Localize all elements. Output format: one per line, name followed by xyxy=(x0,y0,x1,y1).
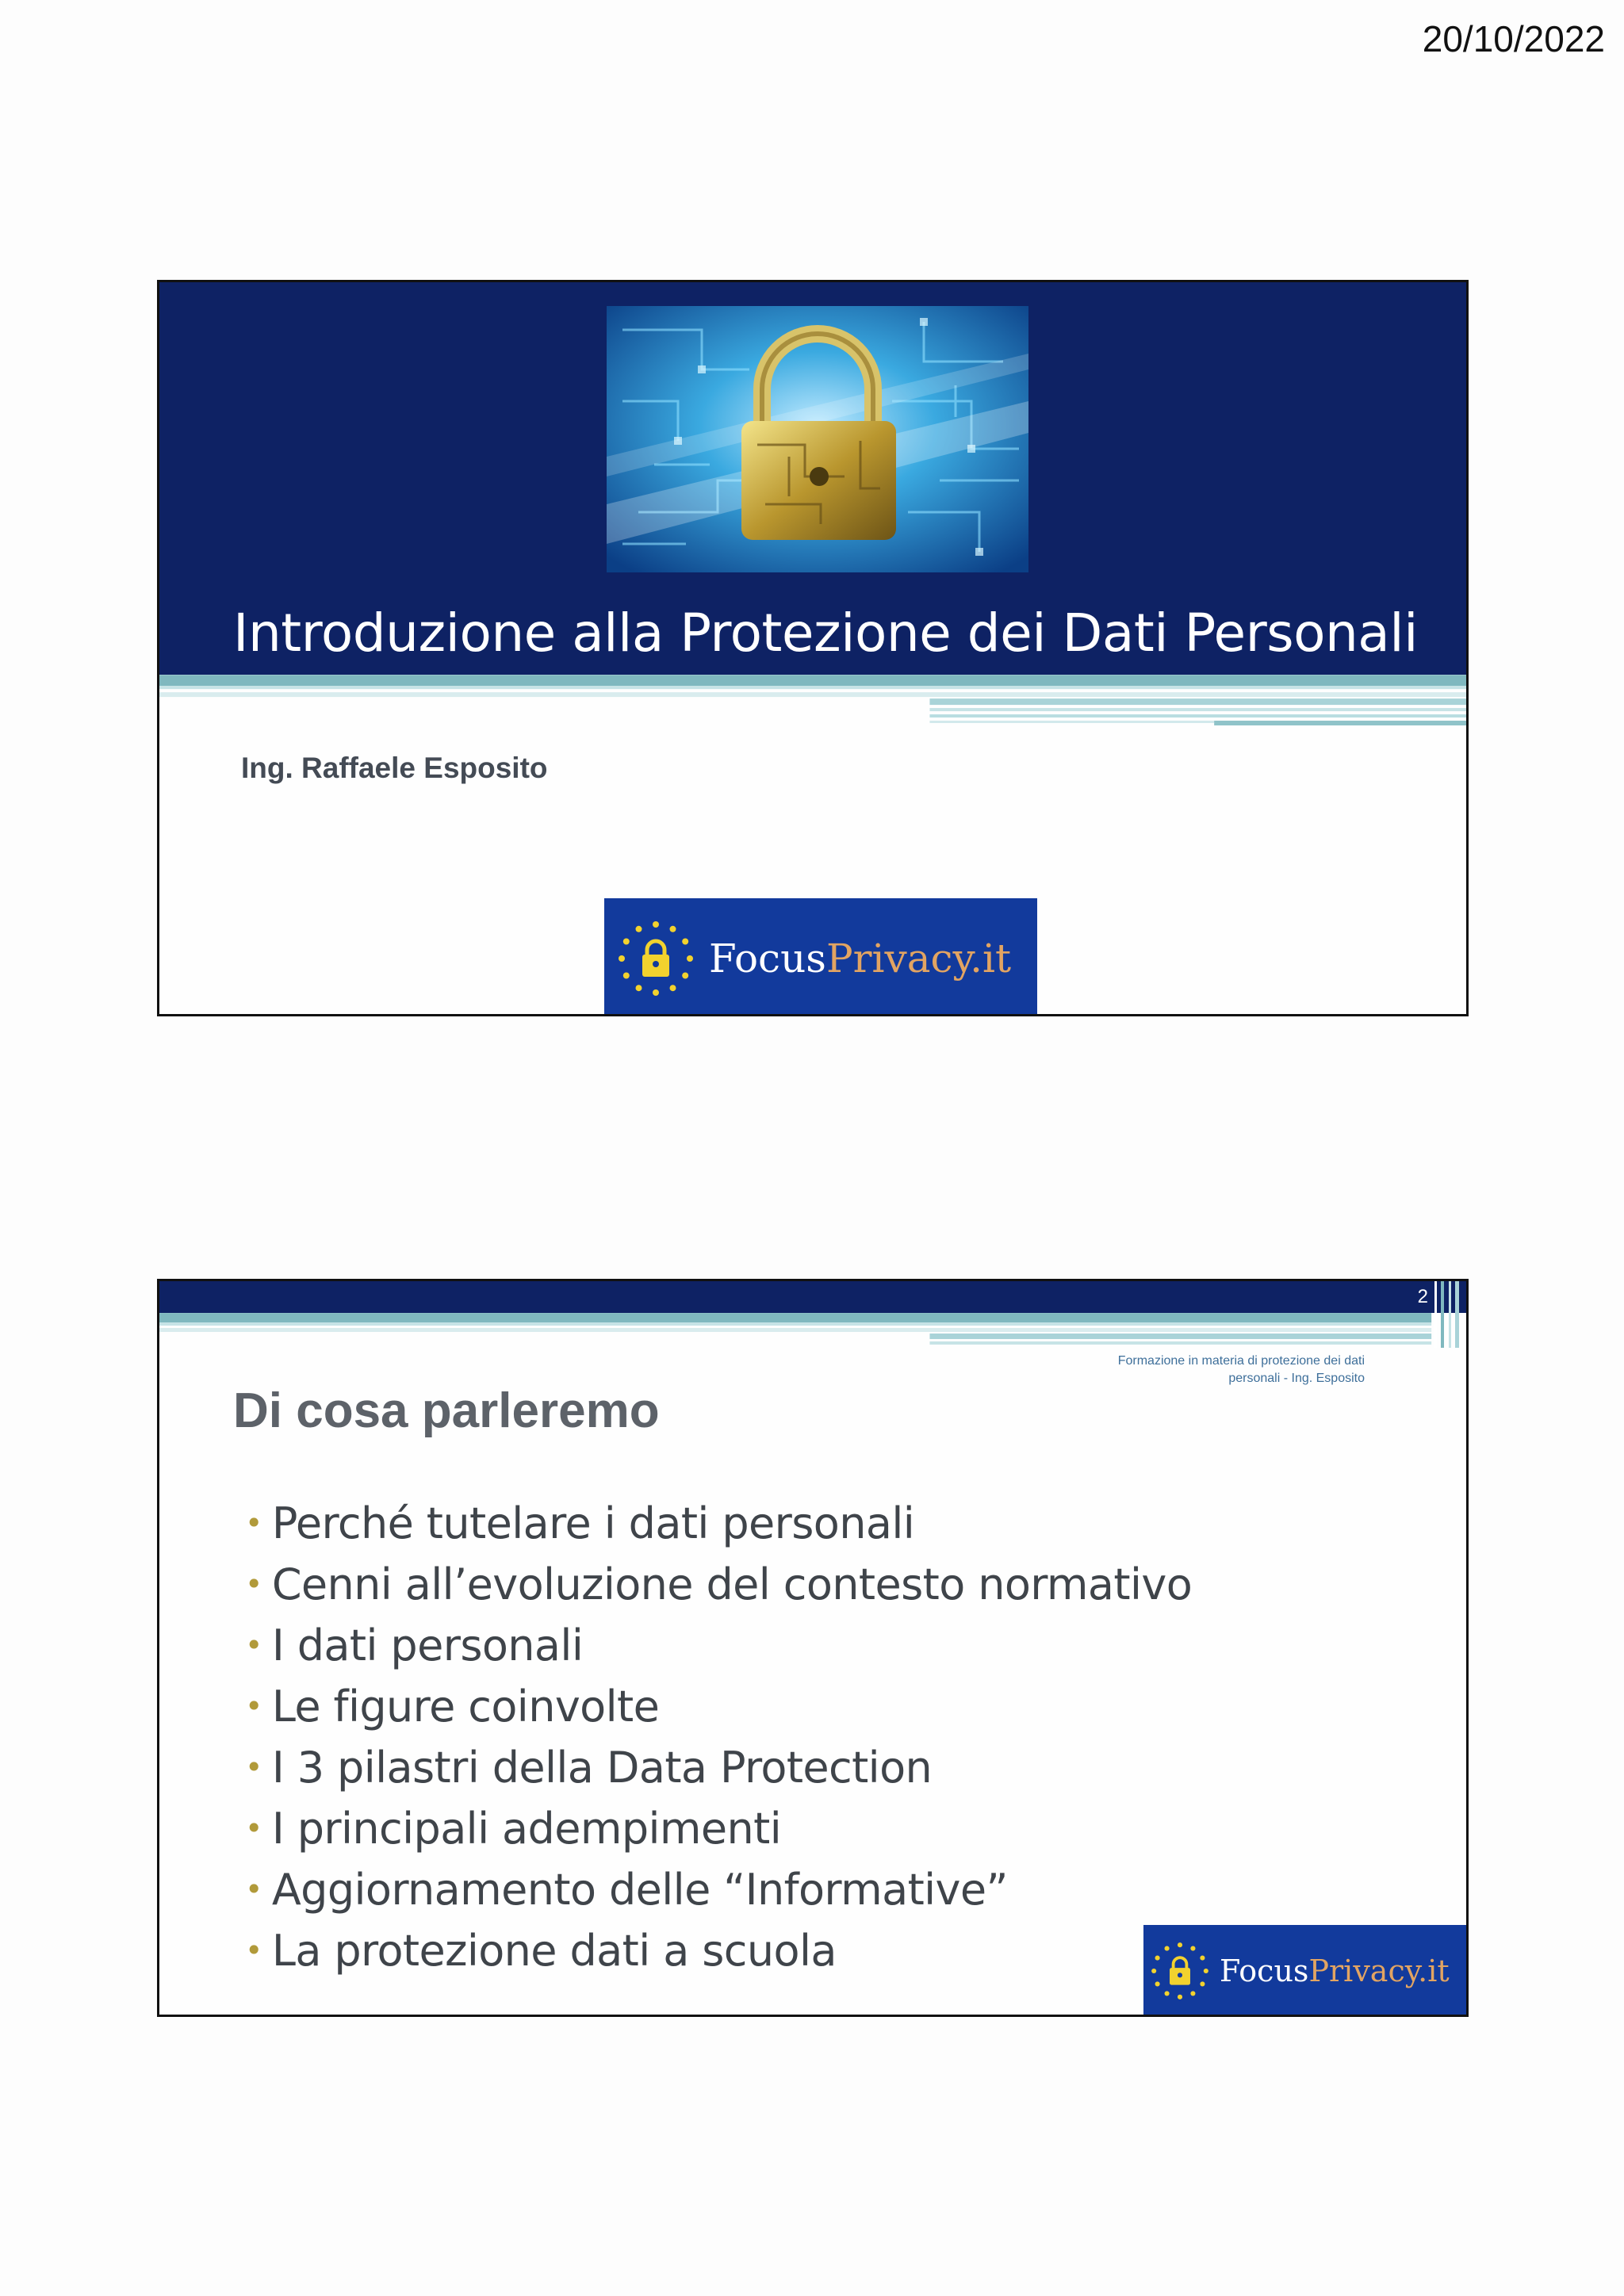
slide-header xyxy=(159,1281,1466,1313)
footer-note: Formazione in materia di protezione dei dati personali - Ing. Esposito xyxy=(1117,1354,1365,1385)
decorative-stripes xyxy=(159,1313,1466,1353)
author-name: Ing. Raffaele Esposito xyxy=(241,752,548,784)
slide-title: Di cosa parleremo xyxy=(233,1383,660,1438)
padlock-image xyxy=(607,306,1028,572)
title-slide xyxy=(157,280,1469,1016)
list-item: • Aggiornamento delle “Informative” xyxy=(245,1865,1008,1915)
eu-stars-padlock-icon xyxy=(1147,1938,1213,2004)
list-item: • Perché tutelare i dati personali xyxy=(245,1498,915,1548)
list-item: • I principali adempimenti xyxy=(245,1804,782,1854)
list-item: • Le figure coinvolte xyxy=(245,1682,660,1732)
focusprivacy-logo xyxy=(1143,1925,1469,2017)
list-item: • I dati personali xyxy=(245,1621,584,1670)
list-item: • Cenni all’evoluzione del contesto normativo xyxy=(245,1559,1193,1609)
list-item: • I 3 pilastri della Data Protection xyxy=(245,1743,933,1793)
slide-number: 2 xyxy=(1417,1286,1428,1307)
eu-stars-padlock-icon xyxy=(612,915,699,1002)
agenda-list xyxy=(245,1495,1192,1984)
agenda-slide xyxy=(157,1279,1469,2017)
list-item: • La protezione dati a scuola xyxy=(245,1926,837,1976)
slide-header xyxy=(159,282,1466,675)
slide-title: Introduzione alla Protezione dei Dati Personali xyxy=(233,603,1418,664)
page-date: 20/10/2022 xyxy=(1422,18,1605,59)
logo-text: FocusPrivacy.it xyxy=(1220,1954,1450,1988)
logo-text: FocusPrivacy.it xyxy=(709,936,1012,982)
focusprivacy-logo xyxy=(604,898,1037,1016)
